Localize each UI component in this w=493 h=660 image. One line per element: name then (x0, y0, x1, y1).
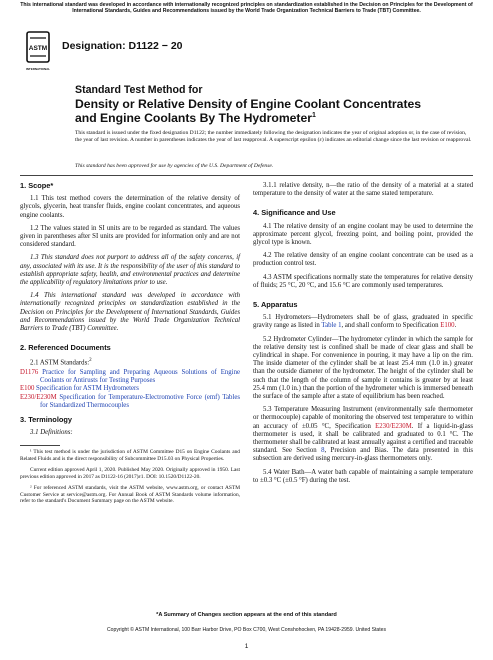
reference-e100: E100 Specification for ASTM Hydrometers (20, 385, 139, 393)
header-divider (20, 175, 473, 176)
paragraph-5-3: 5.3 Temperature Measuring Instrument (environmentally safe thermometer or thermocouple) capable of monitoring the observed test temperature to within an accuracy of ±0.05 °C, Specification E230/E230M. If a liquid-in-glass thermometer is used, it shall be calibrated and graduated to 0.1 °C. The thermometer shall be calibrated at least annually against a certified and traceable standard. See Section 8, Precision and Bias. The data presented in this subsection are derived using mercury-in-glass thermometers only. (253, 406, 474, 463)
right-column (253, 182, 473, 490)
section-heading-significance: 4. Significance and Use (253, 208, 336, 218)
summary-of-changes-note: *A Summary of Changes section appears at the end of this standard (156, 612, 337, 618)
e230-link[interactable]: E230/E230M (375, 422, 412, 430)
title-line-2: Density or Relative Density of Engine Coolant Concentrates (75, 96, 422, 111)
reference-link-e100[interactable]: E100 (20, 385, 35, 393)
reference-e230: E230/E230M Specification for Temperature-Electromotive Force (emf) Tables for Standardized Thermocouples (20, 393, 240, 409)
section-heading-apparatus: 5. Apparatus (253, 300, 298, 310)
reference-link-d1176[interactable]: D1176 (20, 368, 39, 376)
svg-text:ASTM: ASTM (28, 45, 48, 52)
copyright-footer: Copyright © ASTM International, 100 Barr Harbor Drive, PO Box C700, West Conshohocken, PA 19428-2959. United States (106, 627, 387, 633)
designation: Designation: D1122 − 20 (62, 40, 183, 52)
astm-logo (26, 30, 50, 74)
paragraph-4-1: 4.1 The relative density of an engine coolant may be used to determine the approximate percent glycol, freezing point, and boiling point, provided the glycol type is known. (253, 222, 473, 247)
section-heading-terminology: 3. Terminology (20, 414, 73, 424)
section-heading-scope: 1. Scope* (20, 181, 54, 190)
paragraph-5-2: 5.2 Hydrometer Cylinder—The hydrometer cylinder in which the sample for the relative density test is confined shall be made of clear glass and shall be cylindrical in shape. For convenience in pouring, it may have a lip on the rim. The inside diameter of the cylinder shall be at least 25.4 mm (1.0 in.) greater than the outside diameter of the hydrometer. The height of the cylinder shall be such that the length of the column of sample it contains is greater by at least 25.4 mm (1.0 in.) than the portion of the hydrometer which is immersed beneath the surface of the sample after a state of equilibrium has been reached. (253, 335, 473, 401)
paragraph-1-4: 1.4 This international standard was developed in accordance with internationally recognized principles on standardization established in the Decision on Principles for the Development of International Standards, Guides and Recommendations issued by the World Trade Organization Technical Barriers to Trade (TBT) Committee. (20, 292, 240, 333)
left-column (20, 182, 240, 510)
reference-d1176: D1176 Practice for Sampling and Preparing Aqueous Solutions of Engine Coolants or Antirusts for Testing Purposes (20, 368, 240, 385)
footnote-2: ² For referenced ASTM standards, visit the ASTM website, www.astm.org, or contact ASTM Customer Service at service@astm.org. For Annual Book of ASTM Standards volume information, refer to the standard's Document Summary page on the ASTM website. (20, 485, 240, 505)
page-number: 1 (244, 643, 249, 650)
paragraph-4-2: 4.2 The relative density of an engine coolant concentrate can be used as a production control test. (253, 252, 473, 268)
paragraph-3-1: 3.1 Definitions: (30, 429, 73, 437)
title-line-3: and Engine Coolants By The Hydrometer$^1$ (75, 110, 316, 125)
title-line-1: Standard Test Method for (75, 84, 203, 96)
paragraph-5-1: 5.1 Hydrometers—Hydrometers shall be of glass, graduated in specific gravity range as listed in Table 1, and shall conform to Specification E100. (253, 314, 473, 330)
footnote-1-edition: Current edition approved April 1, 2020. Published May 2020. Originally approved in 1950. Last previous edition approved in 2017 as D1122-16 (2017)ε1. DOI: 10.1520/D1122-20. (20, 467, 240, 480)
section-heading-referenced-documents: 2. Referenced Documents (20, 343, 111, 353)
reference-link-e230[interactable]: E230/E230M (20, 393, 57, 401)
paragraph-1-1: 1.1 This test method covers the determination of the relative density of glycols, glycerin, heat transfer fluids, engine coolant concentrates, and aqueous engine coolants. (20, 195, 240, 219)
paragraph-3-1-1: 3.1.1 relative density, n—the ratio of the density of a material at a stated temperature to the density of water at the same stated temperature. (253, 182, 473, 198)
footnote-divider (20, 445, 60, 446)
paragraph-4-3: 4.3 ASTM specifications normally state the temperatures for relative density of fluids; 25 °C, 20 °C, and 15.6 °C are commonly used temperatures. (253, 273, 473, 289)
wto-notice: This international standard was developed in accordance with internationally recognized principles on standardization established in the Decision on Principles for the Development of International Standards, Guides and Recommendations issued by the World Trade Organization Technical Barriers to Trade (TBT) Committee. (20, 2, 473, 15)
section-8-link[interactable]: 8 (321, 447, 325, 455)
table-1-link[interactable]: Table 1 (321, 322, 342, 330)
paragraph-5-4: 5.4 Water Bath—A water bath capable of maintaining a sample temperature to ±0.3 °C (±0.5 °F) during the test. (253, 468, 473, 484)
paragraph-1-3: 1.3 This standard does not purport to address all of the safety concerns, if any, associated with its use. It is the responsibility of the user of this standard to establish appropriate safety, health, and environmental practices and determine the applicability of regulatory limitations prior to use. (20, 254, 240, 287)
e100-link[interactable]: E100 (440, 322, 455, 330)
paragraph-2-1: 2.1 ASTM Standards:$^2$ (30, 358, 92, 367)
footnote-1: ¹ This test method is under the jurisdiction of ASTM Committee D15 on Engine Coolants and Related Fluids and is the direct responsibility of Subcommittee D15.03 on Physical Properties. (20, 449, 240, 462)
document-title (75, 84, 475, 125)
svg-text:INTERNATIONAL: INTERNATIONAL (26, 67, 50, 71)
standard-note: This standard is issued under the fixed designation D1122; the number immediately following the designation indicates the year of original adoption or, in the case of revision, the year of last revision. A number in parentheses indicates the year of last reapproval. A superscript epsilon (ε) indicates an editorial change since the last revision or reapproval. (75, 130, 472, 143)
paragraph-1-2: 1.2 The values stated in SI units are to be regarded as standard. The values given in parentheses after SI units are provided for information only and are not considered standard. (20, 224, 240, 249)
approved-note: This standard has been approved for use by agencies of the U.S. Department of Defense. (75, 163, 274, 169)
title-footnote-mark[interactable]: 1 (312, 111, 316, 119)
